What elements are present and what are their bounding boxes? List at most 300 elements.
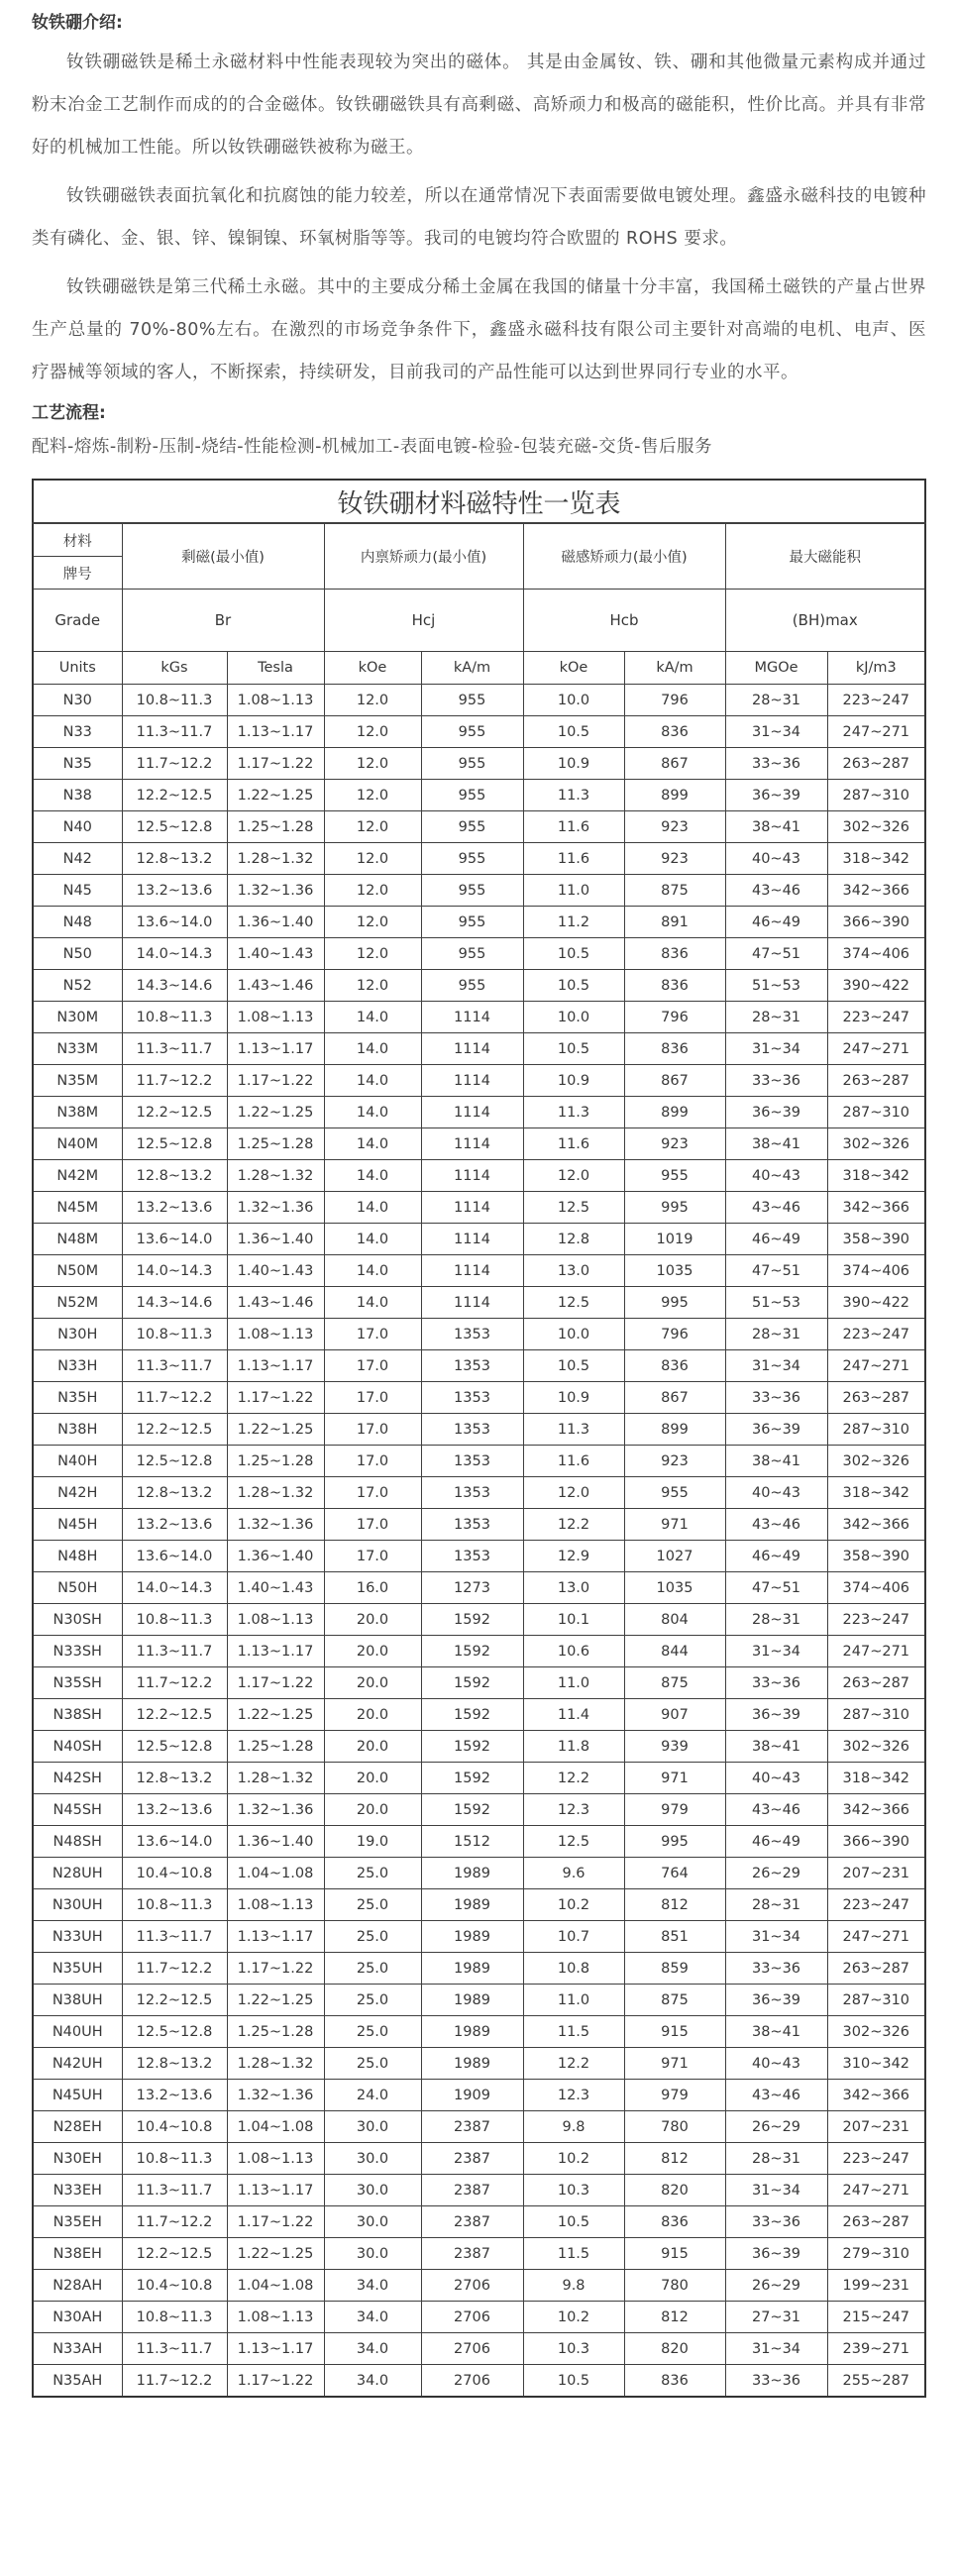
value-cell: 40~43	[725, 843, 827, 875]
value-cell: 10.8~11.3	[122, 1319, 227, 1350]
table-row	[33, 1541, 925, 1572]
value-cell: 1353	[421, 1541, 523, 1572]
table-row	[33, 1509, 925, 1541]
value-cell: 318~342	[827, 1477, 925, 1509]
grade-cell: N30EH	[33, 2143, 122, 2175]
value-cell: 342~366	[827, 1509, 925, 1541]
table-row	[33, 1160, 925, 1192]
table-row	[33, 1985, 925, 2016]
value-cell: 366~390	[827, 907, 925, 938]
value-cell: 971	[624, 1763, 725, 1794]
value-cell: 12.5	[523, 1192, 624, 1224]
value-cell: 28~31	[725, 1319, 827, 1350]
table-row	[33, 2333, 925, 2365]
value-cell: 12.2~12.5	[122, 780, 227, 811]
value-cell: 10.1	[523, 1604, 624, 1636]
value-cell: 812	[624, 2143, 725, 2175]
value-cell: 923	[624, 811, 725, 843]
grade-cell: N45	[33, 875, 122, 907]
value-cell: 955	[421, 875, 523, 907]
table-row	[33, 1826, 925, 1858]
value-cell: 955	[421, 843, 523, 875]
value-cell: 34.0	[324, 2270, 421, 2302]
value-cell: 36~39	[725, 1985, 827, 2016]
table-row	[33, 2238, 925, 2270]
value-cell: 38~41	[725, 1731, 827, 1763]
grade-cell: N33M	[33, 1033, 122, 1065]
value-cell: 30.0	[324, 2206, 421, 2238]
grade-cell: N35EH	[33, 2206, 122, 2238]
intro-paragraph: 钕铁硼磁铁表面抗氧化和抗腐蚀的能力较差，所以在通常情况下表面需要做电镀处理。鑫盛永磁科技的电镀种类有磷化、金、银、锌、镍铜镍、环氧树脂等等。我司的电镀均符合欧盟的 ROHS 要求。	[32, 186, 926, 249]
value-cell: 1592	[421, 1636, 523, 1667]
value-cell: 47~51	[725, 1572, 827, 1604]
grade-cell: N48M	[33, 1224, 122, 1255]
value-cell: 10.3	[523, 2333, 624, 2365]
table-row	[33, 685, 925, 716]
value-cell: 13.6~14.0	[122, 1826, 227, 1858]
value-cell: 17.0	[324, 1446, 421, 1477]
grade-cell: N35H	[33, 1382, 122, 1414]
value-cell: 11.7~12.2	[122, 1667, 227, 1699]
value-cell: 1353	[421, 1414, 523, 1446]
value-cell: 27~31	[725, 2302, 827, 2333]
value-cell: 11.7~12.2	[122, 1065, 227, 1097]
value-cell: 995	[624, 1287, 725, 1319]
grade-cell: N28AH	[33, 2270, 122, 2302]
table-row	[33, 1350, 925, 1382]
value-cell: 1114	[421, 1002, 523, 1033]
value-cell: 342~366	[827, 1794, 925, 1826]
value-cell: 1.08~1.13	[227, 2302, 324, 2333]
value-cell: 1.04~1.08	[227, 2111, 324, 2143]
value-cell: 40~43	[725, 1477, 827, 1509]
grade-cell: N30	[33, 685, 122, 716]
value-cell: 14.0	[324, 1160, 421, 1192]
value-cell: 14.3~14.6	[122, 970, 227, 1002]
value-cell: 1592	[421, 1794, 523, 1826]
table-row	[33, 1763, 925, 1794]
value-cell: 24.0	[324, 2080, 421, 2111]
value-cell: 836	[624, 1350, 725, 1382]
value-cell: 10.4~10.8	[122, 2111, 227, 2143]
value-cell: 247~271	[827, 1636, 925, 1667]
value-cell: 1.08~1.13	[227, 2143, 324, 2175]
table-row	[33, 1731, 925, 1763]
value-cell: 1.25~1.28	[227, 2016, 324, 2048]
value-cell: 12.5~12.8	[122, 811, 227, 843]
value-cell: 14.0	[324, 1128, 421, 1160]
value-cell: 31~34	[725, 2175, 827, 2206]
value-cell: 20.0	[324, 1731, 421, 1763]
value-cell: 10.8~11.3	[122, 2302, 227, 2333]
value-cell: 836	[624, 970, 725, 1002]
table-title: 钕铁硼材料磁特性一览表	[33, 480, 925, 523]
value-cell: 255~287	[827, 2365, 925, 2398]
value-cell: 12.2	[523, 1763, 624, 1794]
table-row	[33, 2270, 925, 2302]
value-cell: 2706	[421, 2270, 523, 2302]
value-cell: 10.9	[523, 1065, 624, 1097]
value-cell: 287~310	[827, 780, 925, 811]
value-cell: 899	[624, 1097, 725, 1128]
table-row	[33, 1889, 925, 1921]
value-cell: 20.0	[324, 1794, 421, 1826]
value-cell: 9.8	[523, 2111, 624, 2143]
value-cell: 10.9	[523, 1382, 624, 1414]
value-cell: 1.17~1.22	[227, 2206, 324, 2238]
value-cell: 14.3~14.6	[122, 1287, 227, 1319]
grade-cell: N33EH	[33, 2175, 122, 2206]
value-cell: 310~342	[827, 2048, 925, 2080]
value-cell: 12.8~13.2	[122, 843, 227, 875]
value-cell: 1.17~1.22	[227, 1953, 324, 1985]
value-cell: 923	[624, 1128, 725, 1160]
value-cell: 13.6~14.0	[122, 907, 227, 938]
value-cell: 390~422	[827, 970, 925, 1002]
value-cell: 247~271	[827, 1033, 925, 1065]
value-cell: 1.13~1.17	[227, 1921, 324, 1953]
unit-cell: kA/m	[624, 652, 725, 685]
grade-cell: N50	[33, 938, 122, 970]
value-cell: 11.3~11.7	[122, 1033, 227, 1065]
value-cell: 1.40~1.43	[227, 1572, 324, 1604]
value-cell: 11.3	[523, 1097, 624, 1128]
value-cell: 1.08~1.13	[227, 1002, 324, 1033]
value-cell: 923	[624, 1446, 725, 1477]
value-cell: 836	[624, 716, 725, 748]
value-cell: 812	[624, 2302, 725, 2333]
grade-cell: N42SH	[33, 1763, 122, 1794]
value-cell: 34.0	[324, 2365, 421, 2398]
value-cell: 1989	[421, 1953, 523, 1985]
value-cell: 955	[421, 780, 523, 811]
value-cell: 17.0	[324, 1350, 421, 1382]
value-cell: 1353	[421, 1446, 523, 1477]
value-cell: 12.5	[523, 1287, 624, 1319]
value-cell: 1.08~1.13	[227, 1889, 324, 1921]
value-cell: 10.2	[523, 2143, 624, 2175]
value-cell: 12.0	[324, 685, 421, 716]
value-cell: 302~326	[827, 1731, 925, 1763]
value-cell: 2387	[421, 2143, 523, 2175]
value-cell: 14.0~14.3	[122, 1255, 227, 1287]
value-cell: 836	[624, 2206, 725, 2238]
value-cell: 207~231	[827, 1858, 925, 1889]
grade-cell: N45M	[33, 1192, 122, 1224]
value-cell: 25.0	[324, 1921, 421, 1953]
unit-cell: kOe	[523, 652, 624, 685]
value-cell: 14.0	[324, 1224, 421, 1255]
value-cell: 17.0	[324, 1414, 421, 1446]
value-cell: 12.0	[324, 748, 421, 780]
table-row	[33, 1667, 925, 1699]
value-cell: 867	[624, 1382, 725, 1414]
value-cell: 374~406	[827, 938, 925, 970]
value-cell: 36~39	[725, 1699, 827, 1731]
value-cell: 43~46	[725, 1794, 827, 1826]
value-cell: 36~39	[725, 2238, 827, 2270]
value-cell: 36~39	[725, 1414, 827, 1446]
value-cell: 12.2~12.5	[122, 1699, 227, 1731]
value-cell: 1.22~1.25	[227, 780, 324, 811]
grade-cell: N48H	[33, 1541, 122, 1572]
value-cell: 10.8~11.3	[122, 1889, 227, 1921]
value-cell: 1989	[421, 2048, 523, 2080]
value-cell: 836	[624, 1033, 725, 1065]
value-cell: 13.0	[523, 1572, 624, 1604]
value-cell: 38~41	[725, 1446, 827, 1477]
value-cell: 1035	[624, 1572, 725, 1604]
value-cell: 12.5~12.8	[122, 2016, 227, 2048]
header-br: Br	[122, 590, 324, 652]
table-row	[33, 716, 925, 748]
process-flow: 配料-熔炼-制粉-压制-烧结-性能检测-机械加工-表面电镀-检验-包装充磁-交货-售后服务	[32, 437, 712, 457]
grade-cell: N38SH	[33, 1699, 122, 1731]
table-row	[33, 1699, 925, 1731]
value-cell: 11.0	[523, 1667, 624, 1699]
unit-cell: Tesla	[227, 652, 324, 685]
value-cell: 1.22~1.25	[227, 2238, 324, 2270]
value-cell: 11.8	[523, 1731, 624, 1763]
value-cell: 223~247	[827, 2143, 925, 2175]
value-cell: 13.2~13.6	[122, 1509, 227, 1541]
intro-heading: 钕铁硼介绍:	[32, 13, 123, 33]
value-cell: 915	[624, 2016, 725, 2048]
header-hcj: Hcj	[324, 590, 523, 652]
value-cell: 10.9	[523, 748, 624, 780]
value-cell: 38~41	[725, 2016, 827, 2048]
header-grade: Grade	[33, 590, 122, 652]
value-cell: 26~29	[725, 1858, 827, 1889]
value-cell: 12.2~12.5	[122, 1097, 227, 1128]
value-cell: 12.5~12.8	[122, 1731, 227, 1763]
grade-cell: N52	[33, 970, 122, 1002]
value-cell: 923	[624, 843, 725, 875]
unit-cell: MGOe	[725, 652, 827, 685]
grade-cell: N35AH	[33, 2365, 122, 2398]
value-cell: 16.0	[324, 1572, 421, 1604]
value-cell: 1.17~1.22	[227, 1382, 324, 1414]
value-cell: 10.5	[523, 2365, 624, 2398]
value-cell: 318~342	[827, 843, 925, 875]
grade-cell: N30AH	[33, 2302, 122, 2333]
value-cell: 10.5	[523, 938, 624, 970]
value-cell: 302~326	[827, 811, 925, 843]
grade-cell: N50M	[33, 1255, 122, 1287]
value-cell: 34.0	[324, 2333, 421, 2365]
grade-cell: N50H	[33, 1572, 122, 1604]
grade-cell: N45UH	[33, 2080, 122, 2111]
intro-paragraphs	[32, 42, 926, 394]
value-cell: 12.5~12.8	[122, 1128, 227, 1160]
value-cell: 10.2	[523, 2302, 624, 2333]
value-cell: 40~43	[725, 2048, 827, 2080]
value-cell: 239~271	[827, 2333, 925, 2365]
table-row	[33, 1128, 925, 1160]
value-cell: 25.0	[324, 1858, 421, 1889]
value-cell: 14.0	[324, 1192, 421, 1224]
value-cell: 12.0	[324, 843, 421, 875]
value-cell: 11.7~12.2	[122, 1953, 227, 1985]
grade-cell: N35SH	[33, 1667, 122, 1699]
value-cell: 30.0	[324, 2143, 421, 2175]
table-row	[33, 2143, 925, 2175]
value-cell: 11.3~11.7	[122, 1636, 227, 1667]
value-cell: 891	[624, 907, 725, 938]
value-cell: 780	[624, 2270, 725, 2302]
value-cell: 1.36~1.40	[227, 1541, 324, 1572]
value-cell: 47~51	[725, 1255, 827, 1287]
value-cell: 764	[624, 1858, 725, 1889]
value-cell: 14.0	[324, 1287, 421, 1319]
value-cell: 33~36	[725, 1382, 827, 1414]
value-cell: 11.3~11.7	[122, 1921, 227, 1953]
value-cell: 12.8~13.2	[122, 1160, 227, 1192]
grade-cell: N38M	[33, 1097, 122, 1128]
value-cell: 33~36	[725, 1065, 827, 1097]
value-cell: 13.2~13.6	[122, 875, 227, 907]
value-cell: 836	[624, 2365, 725, 2398]
value-cell: 302~326	[827, 2016, 925, 2048]
value-cell: 1989	[421, 1858, 523, 1889]
value-cell: 19.0	[324, 1826, 421, 1858]
value-cell: 302~326	[827, 1128, 925, 1160]
value-cell: 1353	[421, 1350, 523, 1382]
value-cell: 11.7~12.2	[122, 748, 227, 780]
value-cell: 1512	[421, 1826, 523, 1858]
value-cell: 30.0	[324, 2175, 421, 2206]
value-cell: 1035	[624, 1255, 725, 1287]
value-cell: 12.5~12.8	[122, 1446, 227, 1477]
header-group-br: 剩磁(最小值)	[122, 523, 324, 590]
value-cell: 51~53	[725, 1287, 827, 1319]
grade-cell: N30SH	[33, 1604, 122, 1636]
intro-paragraph: 钕铁硼磁铁是第三代稀土永磁。其中的主要成分稀土金属在我国的储量十分丰富，我国稀土磁铁的产量占世界生产总量的 70%-80%左右。在激烈的市场竞争条件下，鑫盛永磁科技有限公司主要针对高端的电机、电声、医疗器械等领域的客人，不断探索，持续研发，目前我司的产品性能可以达到世界同行专业的水平。	[32, 277, 926, 382]
grade-cell: N38	[33, 780, 122, 811]
value-cell: 796	[624, 1002, 725, 1033]
grade-cell: N42	[33, 843, 122, 875]
value-cell: 1.13~1.17	[227, 2333, 324, 2365]
value-cell: 1.13~1.17	[227, 1636, 324, 1667]
value-cell: 12.0	[324, 970, 421, 1002]
value-cell: 12.0	[324, 938, 421, 970]
value-cell: 11.3	[523, 1414, 624, 1446]
value-cell: 14.0	[324, 1002, 421, 1033]
grade-cell: N35	[33, 748, 122, 780]
value-cell: 14.0	[324, 1255, 421, 1287]
value-cell: 14.0	[324, 1065, 421, 1097]
value-cell: 28~31	[725, 1002, 827, 1033]
value-cell: 10.7	[523, 1921, 624, 1953]
value-cell: 14.0	[324, 1097, 421, 1128]
grade-cell: N30UH	[33, 1889, 122, 1921]
value-cell: 20.0	[324, 1699, 421, 1731]
table-row	[33, 1604, 925, 1636]
table-row	[33, 1255, 925, 1287]
value-cell: 907	[624, 1699, 725, 1731]
table-row	[33, 875, 925, 907]
value-cell: 1114	[421, 1065, 523, 1097]
table-row	[33, 1033, 925, 1065]
value-cell: 263~287	[827, 748, 925, 780]
value-cell: 11.3	[523, 780, 624, 811]
value-cell: 25.0	[324, 1889, 421, 1921]
grade-cell: N33SH	[33, 1636, 122, 1667]
grades-tbody	[33, 685, 925, 2398]
value-cell: 1.36~1.40	[227, 1826, 324, 1858]
grade-cell: N40M	[33, 1128, 122, 1160]
value-cell: 12.2~12.5	[122, 2238, 227, 2270]
grade-cell: N48	[33, 907, 122, 938]
value-cell: 14.0~14.3	[122, 938, 227, 970]
value-cell: 10.2	[523, 1889, 624, 1921]
value-cell: 51~53	[725, 970, 827, 1002]
value-cell: 13.0	[523, 1255, 624, 1287]
value-cell: 11.6	[523, 1128, 624, 1160]
value-cell: 215~247	[827, 2302, 925, 2333]
value-cell: 1.08~1.13	[227, 1319, 324, 1350]
table-row	[33, 907, 925, 938]
value-cell: 1.17~1.22	[227, 2365, 324, 2398]
value-cell: 36~39	[725, 780, 827, 811]
value-cell: 40~43	[725, 1160, 827, 1192]
value-cell: 1.28~1.32	[227, 1763, 324, 1794]
value-cell: 12.2~12.5	[122, 1985, 227, 2016]
value-cell: 12.5	[523, 1826, 624, 1858]
value-cell: 223~247	[827, 1002, 925, 1033]
value-cell: 1.43~1.46	[227, 1287, 324, 1319]
value-cell: 1.28~1.32	[227, 1477, 324, 1509]
value-cell: 263~287	[827, 1065, 925, 1097]
value-cell: 11.7~12.2	[122, 2365, 227, 2398]
value-cell: 1273	[421, 1572, 523, 1604]
grade-cell: N30M	[33, 1002, 122, 1033]
value-cell: 20.0	[324, 1763, 421, 1794]
value-cell: 1.08~1.13	[227, 1604, 324, 1636]
value-cell: 899	[624, 780, 725, 811]
value-cell: 287~310	[827, 1097, 925, 1128]
value-cell: 9.8	[523, 2270, 624, 2302]
value-cell: 820	[624, 2175, 725, 2206]
grade-cell: N40	[33, 811, 122, 843]
value-cell: 11.6	[523, 843, 624, 875]
table-row	[33, 1192, 925, 1224]
value-cell: 1592	[421, 1763, 523, 1794]
value-cell: 1989	[421, 1889, 523, 1921]
value-cell: 10.6	[523, 1636, 624, 1667]
value-cell: 28~31	[725, 1604, 827, 1636]
value-cell: 17.0	[324, 1382, 421, 1414]
value-cell: 2706	[421, 2365, 523, 2398]
value-cell: 207~231	[827, 2111, 925, 2143]
value-cell: 11.6	[523, 1446, 624, 1477]
grade-cell: N38H	[33, 1414, 122, 1446]
value-cell: 1.08~1.13	[227, 685, 324, 716]
grade-cell: N45SH	[33, 1794, 122, 1826]
value-cell: 10.4~10.8	[122, 2270, 227, 2302]
table-row	[33, 2111, 925, 2143]
value-cell: 1.25~1.28	[227, 1128, 324, 1160]
value-cell: 1.13~1.17	[227, 1033, 324, 1065]
value-cell: 358~390	[827, 1224, 925, 1255]
value-cell: 1.32~1.36	[227, 1192, 324, 1224]
value-cell: 844	[624, 1636, 725, 1667]
value-cell: 1.17~1.22	[227, 1065, 324, 1097]
table-row	[33, 2365, 925, 2398]
value-cell: 971	[624, 2048, 725, 2080]
grade-cell: N30H	[33, 1319, 122, 1350]
value-cell: 9.6	[523, 1858, 624, 1889]
